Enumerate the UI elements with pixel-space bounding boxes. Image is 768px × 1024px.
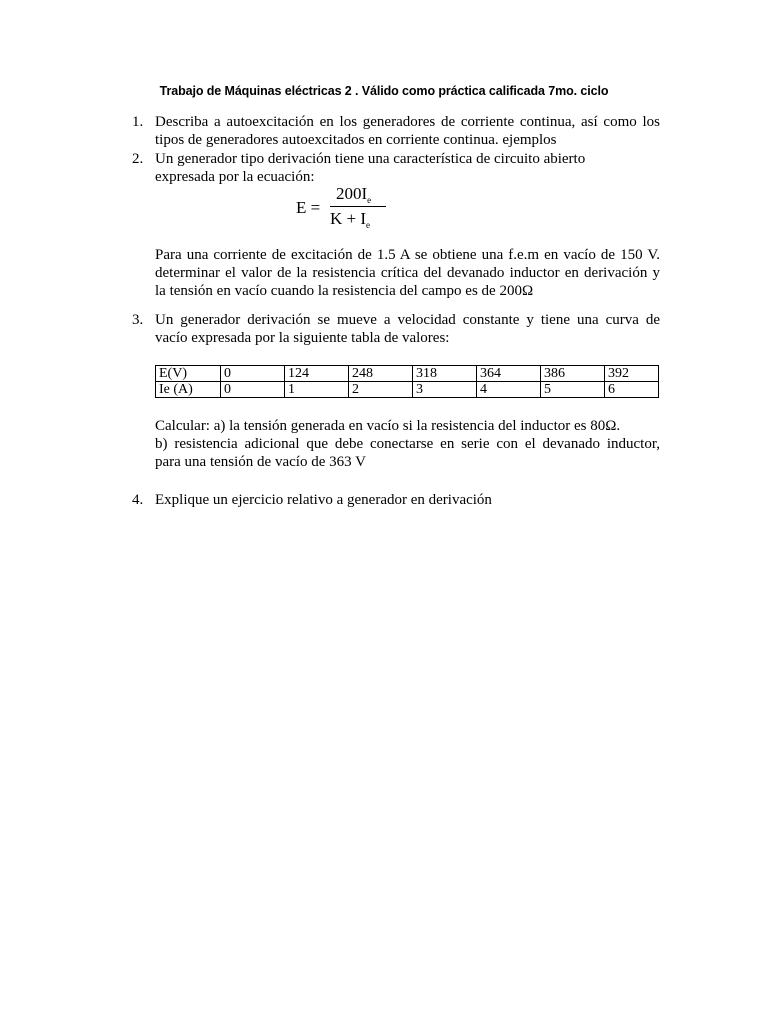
table-row (156, 382, 659, 398)
question-line: expresada por la ecuación: (155, 169, 315, 185)
table-cell: 5 (541, 382, 605, 398)
paragraph-line: Para una corriente de excitación de 1.5 A se obtiene una f.e.m en vacío de 150 V. (155, 247, 660, 263)
table-cell: 0 (221, 382, 285, 398)
table-cell: 6 (605, 382, 659, 398)
question-line: Describa a autoexcitación en los generadores de corriente continua, así como los (155, 114, 660, 130)
paragraph-line: determinar el valor de la resistencia crítica del devanado inductor en derivación y (155, 265, 660, 281)
question-4 (132, 491, 660, 509)
equation-numerator (336, 184, 371, 205)
question-number: 3. (132, 312, 144, 328)
denominator-subscript: e (366, 220, 371, 230)
table-cell: 318 (413, 366, 477, 382)
table-cell: 248 (349, 366, 413, 382)
paragraph-line: para una tensión de vacío de 363 V (155, 454, 366, 470)
table-cell: 124 (285, 366, 349, 382)
fraction-bar (330, 206, 386, 207)
question-2-paragraph (155, 246, 660, 300)
question-number: 4. (132, 492, 144, 508)
numerator-subscript: e (367, 195, 372, 205)
table-cell: Ie (A) (156, 382, 221, 398)
table-row (156, 366, 659, 382)
paragraph-line: la tensión en vacío cuando la resistencia del campo es de 200Ω (155, 283, 534, 299)
table-cell: 364 (477, 366, 541, 382)
question-line: Un generador derivación se mueve a velocidad constante y tiene una curva de (155, 312, 660, 328)
question-3 (132, 311, 660, 347)
question-line: tipos de generadores autoexcitados en corriente continua. ejemplos (155, 132, 557, 148)
values-table (155, 365, 659, 398)
question-number: 1. (132, 114, 144, 130)
question-line: Explique un ejercicio relativo a generador en derivación (155, 492, 492, 508)
question-1 (132, 113, 660, 149)
question-number: 2. (132, 151, 144, 167)
table-cell: 3 (413, 382, 477, 398)
question-line: vacío expresada por la siguiente tabla de valores: (155, 330, 450, 346)
denominator-text: K + I (330, 209, 367, 228)
numerator-text: 200I (336, 184, 368, 203)
table-cell: 386 (541, 366, 605, 382)
equation-lhs: E = (296, 198, 321, 217)
question-3-calculation (155, 417, 660, 471)
question-text (155, 311, 660, 347)
equation-denominator (330, 209, 370, 230)
question-text (155, 113, 660, 149)
table-cell: 392 (605, 366, 659, 382)
paragraph-line: b) resistencia adicional que debe conectarse en serie con el devanado inductor, (155, 436, 660, 452)
question-2 (132, 150, 660, 186)
table-cell: 0 (221, 366, 285, 382)
table-cell: 4 (477, 382, 541, 398)
table-cell: 1 (285, 382, 349, 398)
paragraph-line: Calcular: a) la tensión generada en vacío si la resistencia del inductor es 80Ω. (155, 418, 621, 434)
question-text (155, 150, 660, 186)
question-line: Un generador tipo derivación tiene una característica de circuito abierto (155, 151, 586, 167)
table-cell: E(V) (156, 366, 221, 382)
table-cell: 2 (349, 382, 413, 398)
question-text (155, 491, 660, 509)
document-title: Trabajo de Máquinas eléctricas 2 . Válido como práctica calificada 7mo. ciclo (159, 84, 609, 98)
